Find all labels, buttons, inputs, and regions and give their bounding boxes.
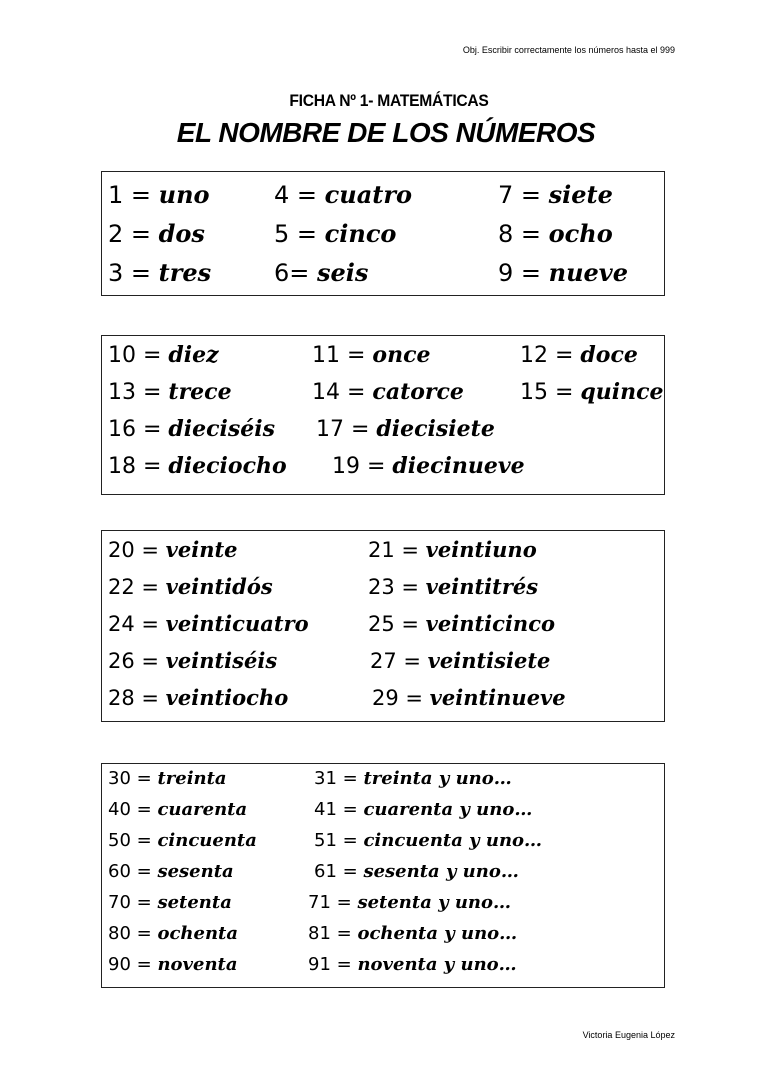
number-digits: 40 =	[108, 799, 158, 820]
number-digits: 71 =	[308, 892, 358, 913]
number-digits: 29 =	[372, 686, 430, 710]
number-entry	[108, 453, 287, 479]
number-word: treinta y uno…	[363, 768, 512, 789]
number-entry	[308, 892, 511, 913]
number-entry	[314, 799, 532, 820]
number-digits: 16 =	[108, 417, 169, 442]
number-digits: 18 =	[108, 454, 169, 479]
number-digits: 23 =	[368, 575, 426, 599]
number-entry	[498, 180, 613, 209]
number-digits: 12 =	[520, 343, 581, 368]
number-digits: 14 =	[312, 380, 373, 405]
number-digits: 25 =	[368, 612, 426, 636]
number-entry	[108, 892, 232, 913]
number-entry	[108, 923, 238, 944]
number-entry	[274, 180, 412, 209]
number-word: trece	[168, 379, 232, 405]
number-entry	[108, 379, 232, 405]
number-digits: 24 =	[108, 612, 166, 636]
number-entry	[314, 768, 512, 789]
worksheet-title: EL NOMBRE DE LOS NÚMEROS	[176, 117, 596, 148]
number-digits: 26 =	[108, 649, 166, 673]
number-word: setenta y uno…	[357, 892, 512, 913]
number-digits: 61 =	[314, 861, 364, 882]
number-digits: 60 =	[108, 861, 158, 882]
number-digits: 28 =	[108, 686, 166, 710]
author-name: Victoria Eugenia López	[582, 1030, 675, 1040]
number-word: siete	[548, 180, 613, 209]
number-entry	[274, 258, 368, 287]
number-word: catorce	[372, 379, 464, 405]
number-word: noventa	[157, 954, 238, 975]
number-digits: 9 =	[498, 259, 549, 287]
number-word: veintinueve	[429, 685, 566, 710]
number-entry	[312, 379, 464, 405]
number-word: veintidós	[165, 574, 273, 599]
number-digits: 15 =	[520, 380, 581, 405]
number-word: seis	[317, 258, 369, 287]
number-entry	[372, 685, 566, 710]
number-word: ocho	[548, 219, 613, 248]
number-entry	[108, 258, 211, 287]
number-digits: 27 =	[370, 649, 428, 673]
number-entry	[308, 923, 517, 944]
number-entry	[108, 416, 275, 442]
number-word: cincuenta y uno…	[363, 830, 543, 851]
number-word: veintisiete	[427, 648, 551, 673]
number-digits: 90 =	[108, 954, 158, 975]
number-entry	[108, 954, 238, 975]
number-entry	[308, 954, 517, 975]
number-word: once	[372, 342, 431, 368]
numbers-30-91-box	[101, 763, 665, 988]
number-word: cinco	[324, 219, 397, 248]
number-word: dieciocho	[168, 453, 287, 479]
number-digits: 81 =	[308, 923, 358, 944]
numbers-20-29-box	[101, 530, 665, 722]
number-word: cincuenta	[157, 830, 257, 851]
number-entry	[108, 685, 288, 710]
number-entry	[108, 861, 234, 882]
number-word: ochenta y uno…	[357, 923, 518, 944]
number-word: veintitrés	[425, 574, 539, 599]
number-digits: 2 =	[108, 220, 159, 248]
number-word: diecisiete	[376, 416, 495, 442]
number-digits: 31 =	[314, 768, 364, 789]
number-digits: 51 =	[314, 830, 364, 851]
number-word: ochenta	[157, 923, 239, 944]
number-word: veintiséis	[165, 648, 278, 673]
number-word: sesenta	[157, 861, 234, 882]
number-entry	[108, 180, 210, 209]
number-word: sesenta y uno…	[363, 861, 519, 882]
number-word: dieciséis	[168, 416, 276, 442]
number-word: dos	[158, 219, 205, 248]
number-entry	[314, 830, 542, 851]
number-digits: 8 =	[498, 220, 549, 248]
number-digits: 5 =	[274, 220, 325, 248]
objective-text: Obj. Escribir correctamente los números hasta el 999	[462, 45, 675, 55]
number-entry	[108, 648, 277, 673]
number-word: noventa y uno…	[357, 954, 517, 975]
number-digits: 20 =	[108, 538, 166, 562]
number-digits: 6=	[274, 259, 318, 287]
number-word: cuatro	[324, 180, 412, 209]
number-entry	[108, 799, 247, 820]
number-word: veinte	[165, 537, 238, 562]
number-digits: 7 =	[498, 181, 549, 209]
number-digits: 80 =	[108, 923, 158, 944]
number-word: veinticinco	[425, 611, 555, 636]
number-entry	[332, 453, 525, 479]
number-word: setenta	[157, 892, 232, 913]
number-word: diez	[168, 342, 219, 368]
number-word: veintiocho	[165, 685, 289, 710]
number-word: uno	[158, 180, 210, 209]
number-entry	[520, 342, 638, 368]
number-entry	[108, 537, 238, 562]
number-digits: 3 =	[108, 259, 159, 287]
number-entry	[368, 611, 555, 636]
number-digits: 22 =	[108, 575, 166, 599]
number-digits: 91 =	[308, 954, 358, 975]
number-entry	[368, 537, 537, 562]
number-word: cuarenta y uno…	[363, 799, 533, 820]
number-digits: 13 =	[108, 380, 169, 405]
number-word: nueve	[548, 258, 629, 287]
number-entry	[370, 648, 550, 673]
number-word: doce	[580, 342, 638, 368]
number-word: treinta	[157, 768, 227, 789]
number-entry	[316, 416, 495, 442]
number-word: cuarenta	[157, 799, 248, 820]
numbers-1-9-box	[101, 171, 665, 296]
number-entry	[108, 611, 309, 636]
number-digits: 19 =	[332, 454, 393, 479]
number-entry	[498, 258, 628, 287]
number-word: tres	[158, 258, 212, 287]
number-entry	[498, 219, 613, 248]
number-entry	[108, 574, 273, 599]
number-entry	[368, 574, 538, 599]
number-word: veinticuatro	[165, 611, 309, 636]
number-word: diecinueve	[392, 453, 525, 479]
number-entry	[312, 342, 430, 368]
number-digits: 1 =	[108, 181, 159, 209]
number-word: quince	[580, 379, 664, 405]
numbers-10-19-box	[101, 335, 665, 495]
number-entry	[108, 219, 205, 248]
number-digits: 11 =	[312, 343, 373, 368]
number-digits: 4 =	[274, 181, 325, 209]
number-digits: 21 =	[368, 538, 426, 562]
worksheet-subtitle: FICHA Nº 1- MATEMÁTICAS	[289, 91, 489, 110]
number-digits: 10 =	[108, 343, 169, 368]
number-entry	[274, 219, 396, 248]
number-digits: 30 =	[108, 768, 158, 789]
number-entry	[108, 768, 227, 789]
number-digits: 41 =	[314, 799, 364, 820]
number-digits: 50 =	[108, 830, 158, 851]
number-entry	[108, 830, 257, 851]
number-word: veintiuno	[425, 537, 537, 562]
number-entry	[520, 379, 664, 405]
number-digits: 70 =	[108, 892, 158, 913]
number-digits: 17 =	[316, 417, 377, 442]
number-entry	[314, 861, 519, 882]
number-entry	[108, 342, 219, 368]
